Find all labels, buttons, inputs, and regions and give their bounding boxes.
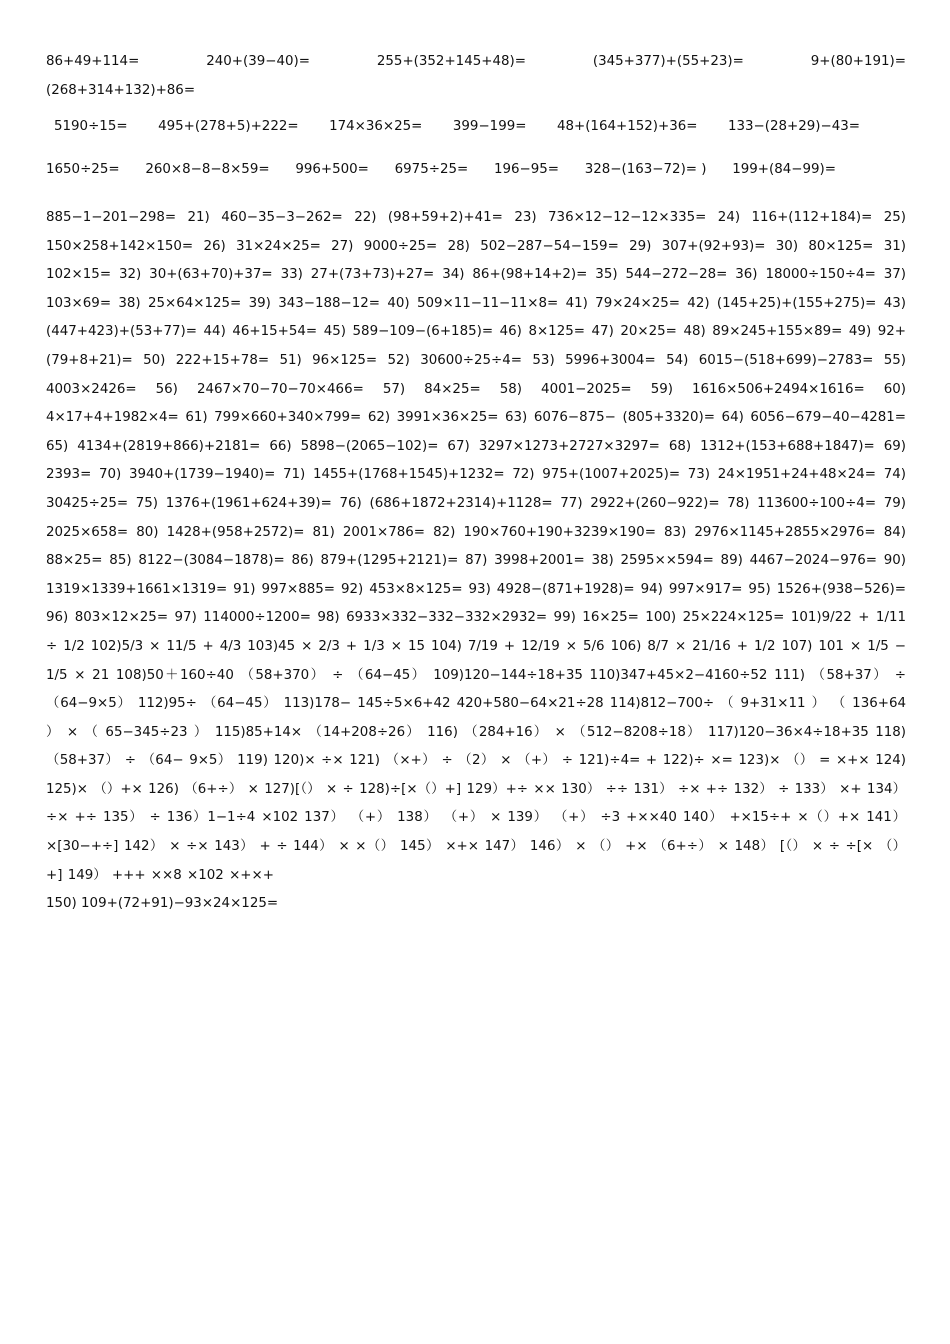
- problem-line: 102×15= 32) 30+(63+70)+37= 33) 27+(73+73)+27= 34) 86+(98+14+2)= 35) 544−272−28= 36) 18000÷150÷4=: [46, 267, 884, 283]
- final-problem: 150) 109+(72+91)−93×24×125=: [46, 896, 279, 912]
- problem: (268+314+132)+86=: [46, 83, 196, 98]
- problem-row-3: [46, 161, 906, 179]
- problem-line: 9×5） 119) 120)× ÷× 121) （×+） ÷ （2） × （+） ÷ 121)÷4= + 122)÷ ×= 123)× （） = ×+× 124): [189, 753, 906, 769]
- problem-line: 37) 103×69= 38) 25×64×125= 39) 343−188−12= 40) 509×11−11−11×8= 41) 79×24×25= 42): [46, 267, 906, 311]
- problem-line: 54) 6015−(518+699)−2783= 55) 4003×2426= 56) 2467×70−70−70×466= 57) 84×25= 58) 4001−2025= 59): [46, 352, 906, 397]
- problem-line: 3297×1273+2727×3297= 68) 1312+(153+688+1847)= 69) 2393= 70) 3940+(1739−1940)= 71): [46, 438, 906, 483]
- problem-line: 147） 146） × （） +× （6+÷） × 148） [（） × ÷ ÷[× （） +] 149） +++ ××8 ×102 ×+×+: [46, 839, 906, 883]
- problem: 48+(164+152)+36=: [556, 119, 698, 134]
- worksheet: [46, 53, 906, 918]
- problem: 133−(28+29)−43=: [727, 119, 860, 134]
- problem-line: 125)× （）+× 126) （6+÷） × 127)[（） × ÷ 128)÷[×（）+] 129）+÷ ×× 130） ÷÷ 131） ÷× +÷: [46, 781, 734, 797]
- problem-row-1: [46, 53, 906, 71]
- problem-line: 132） ÷ 133） ×+ 134） ÷× +÷ 135） ÷ 136）1−1÷4 ×102 137） （+） 138） （+） × 139） （+） ÷3: [46, 781, 906, 826]
- problem: 5190÷15=: [54, 119, 128, 134]
- problem-line: 1376+(1961+624+39)= 76) (686+1872+2314)+1128= 77) 2922+(260−922)= 78) 113600÷100÷4= 79) 2025×658=: [46, 495, 906, 540]
- problem-paragraph: [46, 204, 906, 890]
- problem-row-2: [46, 118, 906, 136]
- problem: (345+377)+(55+23)=: [592, 54, 744, 69]
- problem-line: 145÷5×6+42 420+580−64×21÷28 114)812−700÷ （ 9+31×11 ） （ 136+64 ） × （ 65−345÷23 ）: [46, 696, 906, 740]
- problem-line: 1319×1339+1661×1319= 91) 997×885= 92) 453×8×125= 93) 4928−(871+1928)= 94) 997×917= 95): [46, 581, 777, 597]
- problem: 6975÷25=: [394, 162, 469, 177]
- problem: 1650÷25=: [46, 162, 120, 177]
- problem: 260×8−8−8×59=: [145, 162, 270, 177]
- problem: 240+(39−40)=: [206, 54, 310, 69]
- problem-line: 1616×506+2494×1616= 60) 4×17+4+1982×4= 61) 799×660+340×799= 62) 3991×36×25= 63) 6076−875−: [46, 381, 906, 426]
- problem: 255+(352+145+48)=: [376, 54, 526, 69]
- problem-line: 885−1−201−298= 21) 460−35−3−262= 22) (98+59+2)+41= 23) 736×12−12−12×335= 24) 116+(112+184)= 25): [46, 210, 906, 225]
- problem-line: 48) 89×245+155×89= 49) 92+(79+8+21)= 50) 222+15+78= 51) 96×125= 52) 30600÷25÷4= 53) 5996+3004=: [46, 324, 906, 368]
- problem: 86+49+114=: [46, 54, 140, 69]
- problem: 174×36×25=: [329, 119, 423, 134]
- problem-line: (145+25)+(155+275)= 43) (447+423)+(53+77)= 44) 46+15+54= 45) 589−109−(6+185)= 46) 8×125= 47) 20×25=: [46, 295, 906, 340]
- problem-line: 1455+(1768+1545)+1232= 72) 975+(1007+2025)= 73) 24×1951+24+48×24= 74) 30425÷25= 75): [46, 467, 906, 511]
- problem: 9+(80+191)=: [810, 54, 906, 69]
- problem-line: (805+3320)= 64) 6056−679−40−4281= 65) 4134+(2819+866)+2181= 66) 5898−(2065−102)= 67): [46, 410, 907, 454]
- problem: 196−95=: [493, 162, 559, 177]
- problem-line: 150×258+142×150= 26) 31×24×25= 27) 9000÷25= 28) 502−287−54−159= 29) 307+(92+93)= 30) 80×125= 31): [46, 238, 906, 254]
- problem-line: +××40 140） +×15÷+ ×（）+× 141） ×[30−+÷] 142） × ÷× 143） + ÷ 144） × ×（） 145） ×+×: [46, 810, 906, 855]
- problem-line: 109)120−144÷18+35 110)347+45×2−4160÷52 111) （58+37） ÷ （64−9×5） 112)95÷ （64−45） 113)178−: [46, 667, 906, 712]
- problem: 199+(84−99)=: [732, 162, 836, 177]
- problem: 328−(163−72)= ): [584, 162, 707, 177]
- problem-row-1-continuation: [46, 82, 906, 100]
- problem: 996+500=: [295, 162, 369, 177]
- problem-line: 25×224×125= 101)9/22 + 1/11 ÷ 1/2 102)5/3 × 11/5 + 4/3 103)45 × 2/3 + 1/3 × 15 104) 7/19 + 12/19: [46, 610, 906, 654]
- problem-line: 1526+(938−526)= 96) 803×12×25= 97) 114000÷1200= 98) 6933×332−332−332×2932= 99) 16×25= 100): [46, 581, 906, 626]
- problem-line: × 5/6 106) 8/7 × 21/16 + 1/2 107) 101 × 1/5 − 1/5 × 21 108)50＋160÷40 （58+370） ÷ （64−45）: [46, 638, 906, 683]
- problem-line: 85) 8122−(3084−1878)= 86) 879+(1295+2121)= 87) 3998+2001= 38) 2595××594= 89) 4467−2024−976= 90): [109, 553, 907, 569]
- problem-line: 80) 1428+(958+2572)= 81) 2001×786= 82) 190×760+190+3239×190= 83) 2976×1145+2855×2976= 84) 88×25=: [46, 524, 906, 569]
- problem: 399−199=: [452, 119, 527, 134]
- problem-line: 115)85+14× （14+208÷26） 116) （284+16） × （512−8208÷18） 117)120−36×4÷18+35 118) （58+37） ÷ （64−: [46, 724, 906, 769]
- problem: 495+(278+5)+222=: [158, 119, 299, 134]
